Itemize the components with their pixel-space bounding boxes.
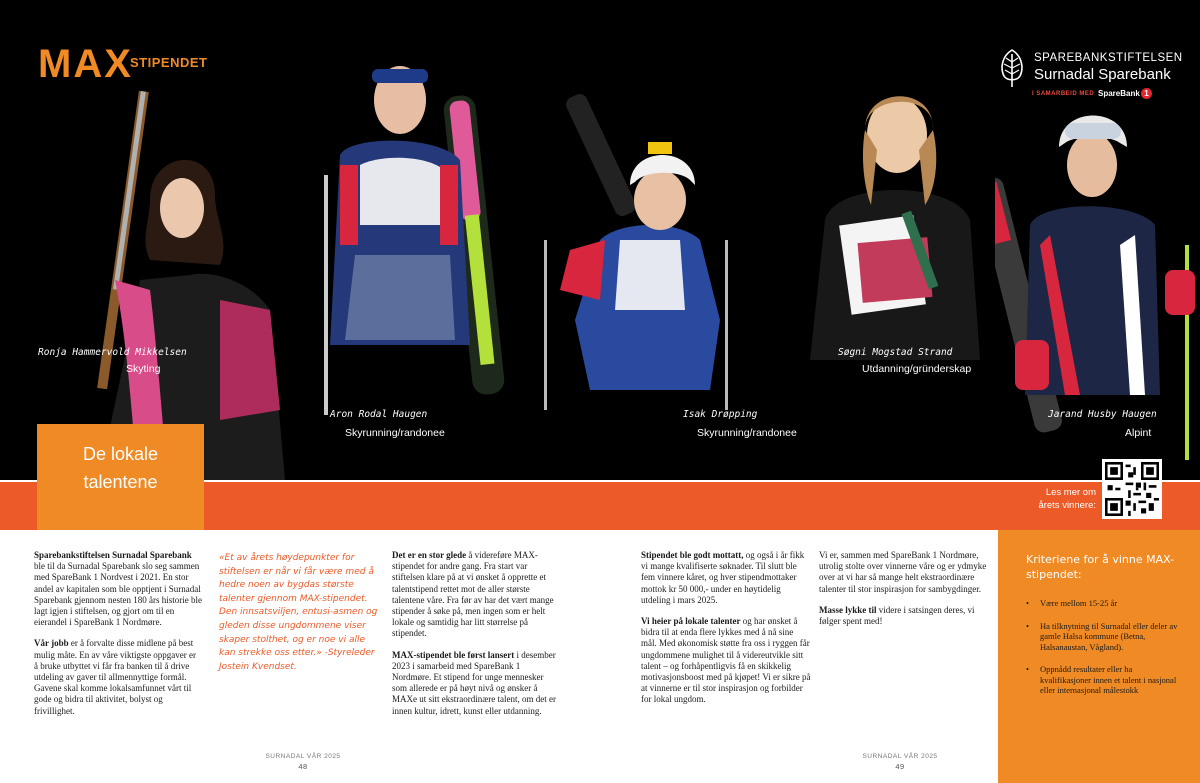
text-column-5 — [819, 550, 989, 637]
person-4-sport: Utdanning/gründerskap — [862, 363, 972, 375]
criteria-item: • Oppnådd resultater eller ha kvalifikasjoner innen et talent i nasjonal eller internasjonal målestokk — [1026, 664, 1180, 696]
qr-code-icon[interactable] — [1102, 459, 1162, 519]
person-photo-5 — [995, 105, 1200, 460]
sponsor-line1: SPAREBANKSTIFTELSEN — [1034, 52, 1183, 64]
logo-max-text: MAX — [38, 42, 133, 86]
col4-p2-body: og har ønsket å bidra til at enda flere lykkes med å nå sine mål. Med økonomisk støtte fra oss i ryggen får ungdommene mulighet til å videreutvikle sitt talent – og forhåpentligvis få en skikkelig motivasjonsboost med på kjøpet! Vi er sikre på at vinnerne er til stor inspirasjon og forbilder for lokal ungdom. — [641, 616, 811, 705]
pull-quote: «Et av årets høydepunkter for stiftelsen er når vi får være med å hedre noen av bygdas største talenter gjennom MAX-stipendet. Den innsatsviljen, entusi-asmen og gleden disse ungdommene viser skaper stolthet, og er noe vi alle kan strekke oss etter.» -Styreleder Jostein Kvendset. — [219, 553, 378, 672]
person-photo-4 — [805, 70, 985, 360]
col1-p1-lead: Sparebankstiftelsen Surnadal Sparebank — [34, 550, 192, 560]
col4-p2-lead: Vi heier på lokale talenter — [641, 616, 741, 627]
text-column-4 — [641, 550, 811, 716]
text-column-1 — [34, 550, 202, 727]
page-number: 48 — [298, 762, 308, 771]
tree-logo-icon — [998, 48, 1026, 88]
col4-p1-lead: Stipendet ble godt mottatt, — [641, 550, 744, 560]
col5-p2-lead: Masse lykke til — [819, 604, 877, 615]
sparebank-text: SpareBank — [1098, 89, 1140, 98]
footer-magazine: SURNADAL VÅR 2025 — [862, 753, 938, 760]
criteria-heading: Kriteriene for å vinne MAX-stipendet: — [1026, 553, 1175, 581]
title-line2: talentene — [83, 472, 158, 492]
person-5-name: Jarand Husby Haugen — [1048, 409, 1157, 420]
person-5-sport: Alpint — [1125, 427, 1152, 439]
person-2-name: Aron Rodal Haugen — [330, 409, 428, 420]
person-4-name: Søgni Mogstad Strand — [838, 347, 953, 358]
logo-stipendet-text: STIPENDET — [130, 55, 208, 70]
sparebank1-icon: 1 — [1141, 88, 1152, 99]
person-photo-1 — [70, 90, 285, 480]
criteria-item: • Være mellom 15-25 år — [1026, 598, 1180, 609]
page-footer-left — [258, 752, 348, 772]
title-box — [37, 424, 204, 530]
page-footer-right — [855, 752, 945, 772]
col3-p1-body: å videreføre MAX-stipendet for andre gang. Fra start var stiftelsen klare på at vi ønsket å opprette et talentstipend rettet mot de aller største talentene våre. Fra før av har det vært mange stipender å søke på, men ingen som er helt lokale og samtidig har litt størrelse på stipendet. — [392, 550, 554, 639]
person-3-name: Isak Drøpping — [683, 409, 758, 420]
footer-magazine: SURNADAL VÅR 2025 — [265, 753, 341, 760]
col3-p2-body: i desember 2023 i samarbeid med SpareBank 1 Nordmøre. Et stipend for unge mennesker som allerede er på høyt nivå og ønsker å MAXe ut sitt ekstraordinære talent, om det er innen kultur, idrett, kunst eller utdanning. — [392, 649, 556, 716]
read-more-line2: årets vinnere: — [1038, 500, 1096, 511]
person-photo-2 — [300, 55, 510, 415]
text-column-3 — [392, 550, 560, 727]
max-stipendet-logo — [38, 42, 208, 87]
col5-p2-body: videre i satsingen deres, vi følger spent med! — [819, 604, 975, 627]
title-line1: De lokale — [82, 444, 159, 464]
person-2-sport: Skyrunning/randonee — [345, 427, 445, 439]
sponsor-line2: Surnadal Sparebank — [1034, 66, 1171, 83]
col5-p1-body: Vi er, sammen med SpareBank 1 Nordmøre, utrolig stolte over vinnerne våre og er ydmyke over at vi har så mange helt ekstraordinære talenter til stor inspirasjon for sambygdinger. — [819, 550, 987, 594]
sponsor-line3: I SAMARBEID MED — [1032, 91, 1095, 97]
col3-p2-lead: MAX-stipendet ble først lansert — [392, 649, 515, 660]
col3-p1-lead: Det er en stor glede — [392, 550, 467, 560]
criteria-box — [998, 530, 1200, 783]
col1-p1-body: ble til da Surnadal Sparebank slo seg sammen med SpareBank 1 Nordvest i 2021. En stor andel av kapitalen som ble opptjent i Surnadal Sparebank gjennom nesten 180 års historie ble lagt igjen i stiftelsen, og gjort om til en eierandel i SpareBank 1 Nordmøre. — [34, 561, 202, 628]
person-1-name: Ronja Hammervold Mikkelsen — [38, 347, 187, 358]
criteria-item: • Ha tilknytning til Surnadal eller deler av gamle Halsa kommune (Betna, Halsanaustan, Vågland). — [1026, 621, 1180, 653]
col1-p2-lead: Vår jobb — [34, 638, 69, 649]
criteria-list — [1026, 598, 1180, 696]
page-number: 49 — [895, 762, 905, 771]
person-photo-3 — [530, 90, 760, 410]
read-more-text — [1020, 486, 1096, 512]
col1-p2-body: er å forvalte disse midlene på best mulig måte. En av våre viktigste oppgaver er å bruke utbyttet vi får fra banken til å drive utdeling av gaver til allmennyttige formål. Gavene skal komme lokalsamfunnet vårt til gode og bidra til aktivitet, bolyst og frivillighet. — [34, 638, 196, 716]
read-more-line1: Les mer om — [1045, 487, 1096, 498]
person-1-sport: Skyting — [126, 363, 161, 375]
person-3-sport: Skyrunning/randonee — [697, 427, 797, 439]
col4-p1-body: og også i år fikk vi mange kvalifiserte søknader. Til slutt ble fem vinnere kåret, og hver stipendmottaker mottok kr 50 000,- under en høytidelig utdeling i mars 2025. — [641, 550, 805, 605]
